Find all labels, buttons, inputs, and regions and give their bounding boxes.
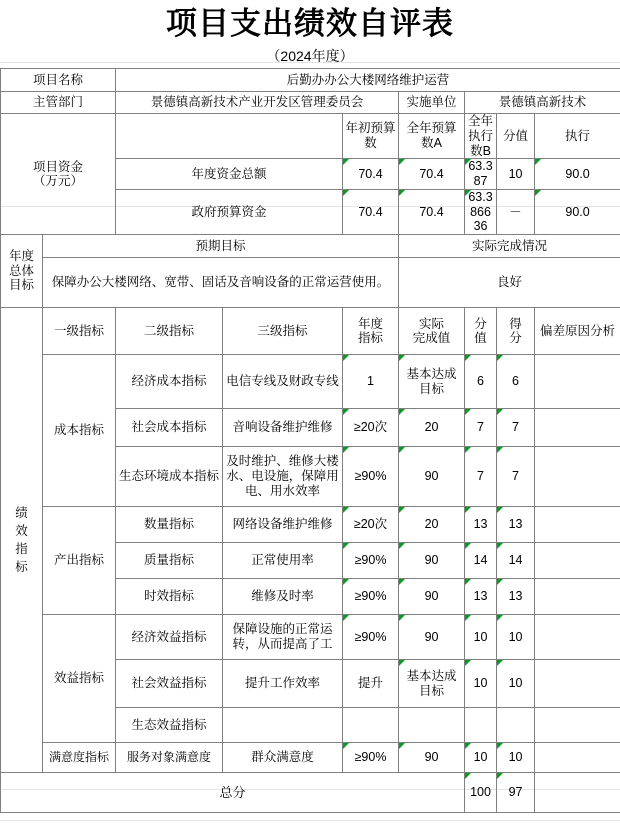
annual-target-value[interactable]: ≥20次: [343, 507, 399, 543]
annual-target-value[interactable]: ≥90%: [343, 579, 399, 615]
table-row-project-name: [1, 69, 620, 92]
score[interactable]: 7: [497, 409, 535, 447]
total-score[interactable]: 97: [497, 773, 535, 813]
level2-economic-cost: 经济成本指标: [116, 355, 223, 409]
level3-improve-efficiency[interactable]: 提升工作效率: [223, 660, 343, 708]
deviation-reason[interactable]: [535, 507, 620, 543]
actual-value[interactable]: 90: [399, 543, 465, 579]
funds-annual-budget[interactable]: 70.4: [399, 159, 465, 190]
funds-annual-exec[interactable]: 63.387: [465, 159, 497, 190]
annual-target-value[interactable]: ≥20次: [343, 409, 399, 447]
deviation-reason[interactable]: [535, 660, 620, 708]
level1-output-indicator: 产出指标: [43, 507, 116, 615]
actual-value[interactable]: 20: [399, 409, 465, 447]
level3-network-maintenance[interactable]: 网络设备维护维修: [223, 507, 343, 543]
actual-value-line1: 基本达成: [406, 367, 457, 382]
deviation-reason[interactable]: [535, 615, 620, 660]
gov-exec[interactable]: 90.0: [535, 189, 620, 234]
expected-goal-value[interactable]: 保障办公大楼网络、宽带、固话及音响设备的正常运营使用。: [43, 258, 399, 308]
score-value[interactable]: 13: [465, 579, 497, 615]
sheet-gridline: [0, 820, 620, 821]
level2-social-cost: 社会成本指标: [116, 409, 223, 447]
col-exec-header: 执行: [535, 114, 620, 159]
score-value[interactable]: 10: [465, 660, 497, 708]
col-score-value-line2: 值: [474, 331, 487, 345]
table-row: [1, 743, 620, 773]
total-score-value[interactable]: 100: [465, 773, 497, 813]
actual-result-value[interactable]: 良好: [399, 258, 620, 308]
actual-value-line2: 目标: [419, 683, 445, 698]
score[interactable]: 10: [497, 743, 535, 773]
level2-social-benefit: 社会效益指标: [116, 660, 223, 708]
col-annual-exec-header: 全年执行数B: [465, 114, 497, 159]
implementing-unit-label: 实施单位: [399, 92, 465, 114]
overall-goal-label: [1, 235, 43, 308]
annual-target-value[interactable]: ≥90%: [343, 615, 399, 660]
funds-score-value[interactable]: 10: [497, 159, 535, 190]
department-value[interactable]: 景德镇高新技术产业开发区管理委员会: [116, 92, 399, 114]
table-row: [1, 355, 620, 409]
score-value[interactable]: 7: [465, 447, 497, 507]
level2-eco-env-cost: 生态环境成本指标: [116, 447, 223, 507]
score[interactable]: [497, 708, 535, 743]
col-deviation-header: 偏差原因分析: [535, 308, 620, 355]
deviation-reason[interactable]: [535, 743, 620, 773]
actual-value[interactable]: [399, 355, 465, 409]
performance-self-evaluation-table: [0, 68, 620, 813]
level3-public-satisfaction[interactable]: 群众满意度: [223, 743, 343, 773]
expected-goal-header: 预期目标: [43, 235, 399, 258]
vlabel-char-3: 标: [15, 560, 28, 575]
gov-row-name: 政府预算资金: [116, 189, 343, 234]
table-row-funds-header: [1, 114, 620, 159]
col-score-value-line1: 分: [474, 316, 487, 331]
funds-blank-header: [116, 114, 343, 159]
col-score-value-header-2: [465, 308, 497, 355]
table-row-total: [1, 773, 620, 813]
actual-result-header: 实际完成情况: [399, 235, 620, 258]
total-deviation[interactable]: [535, 773, 620, 813]
col-initial-budget-header: 年初预算数: [343, 114, 399, 159]
score-value[interactable]: 10: [465, 615, 497, 660]
funds-exec[interactable]: 90.0: [535, 159, 620, 190]
level1-benefit-indicator: 效益指标: [43, 615, 116, 743]
table-row-department: [1, 92, 620, 114]
col-annual-target-header: [343, 308, 399, 355]
level3-empty[interactable]: [223, 708, 343, 743]
col-annual-target-line2: 指标: [358, 331, 384, 345]
vlabel-char-2: 指: [15, 542, 28, 556]
page-title: 项目支出绩效自评表: [166, 6, 454, 42]
deviation-reason[interactable]: [535, 708, 620, 743]
gov-initial-budget[interactable]: 70.4: [343, 189, 399, 234]
deviation-reason[interactable]: [535, 543, 620, 579]
score-value[interactable]: 14: [465, 543, 497, 579]
department-label: 主管部门: [1, 92, 116, 114]
level2-economic-benefit: 经济效益指标: [116, 615, 223, 660]
score-value[interactable]: 13: [465, 507, 497, 543]
table-row: [1, 615, 620, 660]
col-level2-header: 二级指标: [116, 308, 223, 355]
vlabel-char-0: 绩: [15, 505, 28, 520]
table-row-indicator-headers: [1, 308, 620, 355]
annual-target-value[interactable]: [343, 708, 399, 743]
project-funds-label-line1: 项目资金: [33, 159, 84, 174]
level3-repair-timeliness[interactable]: 维修及时率: [223, 579, 343, 615]
col-actual-value-line2: 完成值: [412, 331, 451, 345]
gov-score-value[interactable]: －: [497, 189, 535, 234]
gov-annual-budget[interactable]: 70.4: [399, 189, 465, 234]
col-score-line2: 分: [509, 331, 522, 345]
col-actual-value-header: [399, 308, 465, 355]
table-row: [1, 507, 620, 543]
actual-value-line1: 基本达成: [406, 669, 457, 684]
col-annual-target-line1: 年度: [358, 316, 384, 331]
level2-timeliness: 时效指标: [116, 579, 223, 615]
level3-audio-maintenance[interactable]: 音响设备维护维修: [223, 409, 343, 447]
deviation-reason[interactable]: [535, 579, 620, 615]
level2-eco-benefit: 生态效益指标: [116, 708, 223, 743]
score[interactable]: 6: [497, 355, 535, 409]
project-funds-label-line2: （万元）: [33, 174, 84, 188]
level3-normal-usage-rate[interactable]: 正常使用率: [223, 543, 343, 579]
project-name-value[interactable]: 后勤办办公大楼网络维护运营: [116, 69, 620, 92]
project-funds-label: [1, 114, 116, 235]
project-name-label: 项目名称: [1, 69, 116, 92]
col-actual-value-line1: 实际: [419, 316, 445, 331]
col-annual-budget-header: 全年预算数A: [399, 114, 465, 159]
table-row-overall-values: [1, 258, 620, 308]
annual-target-value[interactable]: ≥90%: [343, 543, 399, 579]
page-subtitle: （2024年度）: [266, 48, 354, 64]
score-value[interactable]: 10: [465, 743, 497, 773]
deviation-reason[interactable]: [535, 409, 620, 447]
vlabel-char-1: 效: [15, 523, 28, 538]
level2-quantity: 数量指标: [116, 507, 223, 543]
score-value[interactable]: 6: [465, 355, 497, 409]
actual-value[interactable]: 90: [399, 743, 465, 773]
funds-row-name: 年度资金总额: [116, 159, 343, 190]
actual-value[interactable]: [399, 708, 465, 743]
annual-target-value[interactable]: ≥90%: [343, 743, 399, 773]
funds-initial-budget[interactable]: 70.4: [343, 159, 399, 190]
annual-target-value[interactable]: 提升: [343, 660, 399, 708]
col-score-header-2: [497, 308, 535, 355]
level2-quality: 质量指标: [116, 543, 223, 579]
col-score-value-header: 分值: [497, 114, 535, 159]
score[interactable]: 7: [497, 447, 535, 507]
score[interactable]: 10: [497, 660, 535, 708]
actual-value[interactable]: 20: [399, 507, 465, 543]
actual-value[interactable]: 90: [399, 615, 465, 660]
deviation-reason[interactable]: [535, 355, 620, 409]
level2-service-satisfaction: 服务对象满意度: [116, 743, 223, 773]
actual-value[interactable]: 90: [399, 579, 465, 615]
score-value[interactable]: 7: [465, 409, 497, 447]
implementing-unit-value[interactable]: 景德镇高新技术: [465, 92, 620, 114]
annual-target-value[interactable]: 1: [343, 355, 399, 409]
table-row-overall-header: [1, 235, 620, 258]
col-score-line1: 得: [509, 316, 522, 331]
actual-value[interactable]: 90: [399, 447, 465, 507]
actual-value[interactable]: [399, 660, 465, 708]
overall-goal-label-line1: 年度: [8, 249, 34, 264]
col-level3-header: 三级指标: [223, 308, 343, 355]
level3-telecom-line[interactable]: 电信专线及财政专线: [223, 355, 343, 409]
level3-facility-operation[interactable]: 保障设施的正常运转，从而提高了工: [223, 615, 343, 660]
gov-annual-exec[interactable]: 63.386636: [465, 189, 497, 234]
level1-cost-indicator: 成本指标: [43, 355, 116, 507]
overall-goal-label-line2: 总体: [8, 263, 34, 278]
score[interactable]: 13: [497, 579, 535, 615]
annual-target-value[interactable]: ≥90%: [343, 447, 399, 507]
level3-water-power-maintenance[interactable]: 及时维护、维修大楼水、电设施，保障用电、用水效率: [223, 447, 343, 507]
performance-indicator-vertical-label: [1, 308, 43, 773]
overall-goal-label-line3: 目标: [8, 278, 34, 293]
actual-value-line2: 目标: [419, 381, 445, 396]
score[interactable]: 13: [497, 507, 535, 543]
score[interactable]: 14: [497, 543, 535, 579]
total-label: 总分: [1, 773, 465, 813]
deviation-reason[interactable]: [535, 447, 620, 507]
level1-satisfaction-indicator: 满意度指标: [43, 743, 116, 773]
col-level1-header: 一级指标: [43, 308, 116, 355]
score[interactable]: 10: [497, 615, 535, 660]
score-value[interactable]: [465, 708, 497, 743]
